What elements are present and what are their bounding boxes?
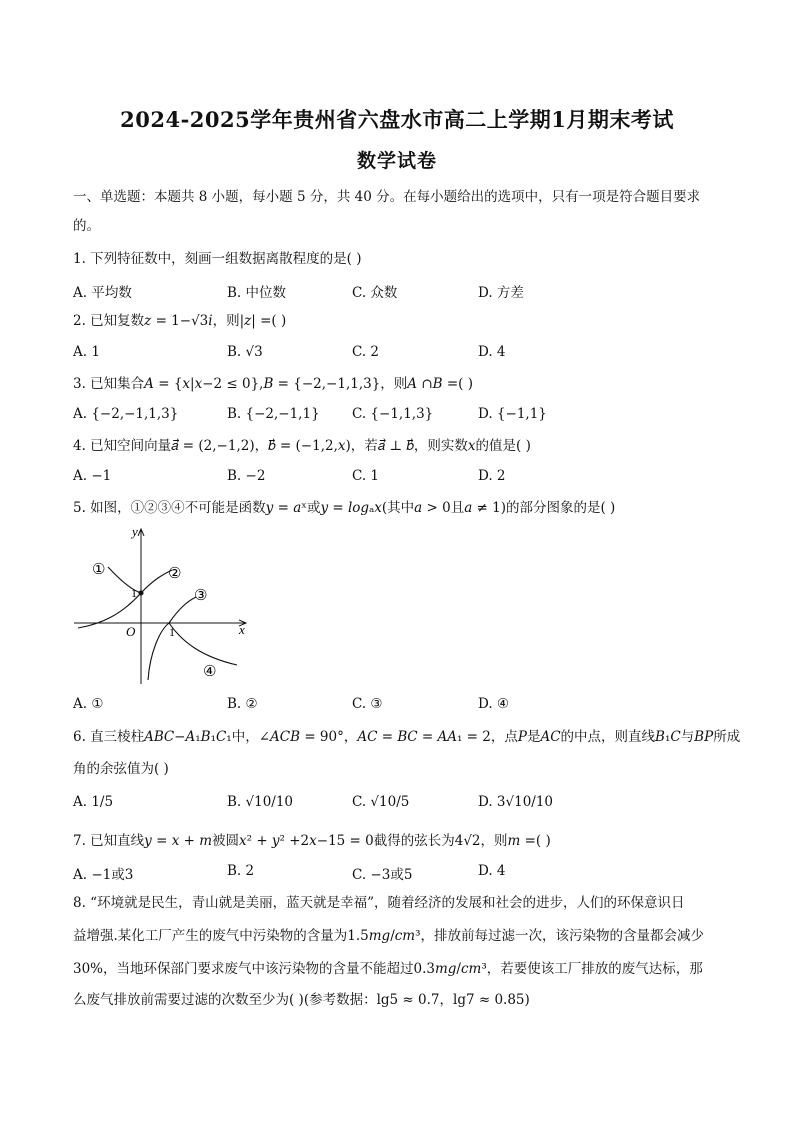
option-a: A. −1: [73, 468, 112, 484]
option-a: A. 1/5: [73, 794, 114, 810]
question-2-stem: 2. 已知复数𝑧 = 1−√3𝑖，则|𝑧| =( ): [73, 313, 287, 329]
exam-subtitle: 数学试卷: [356, 150, 437, 172]
section-instruction: 一、单选题：本题共 8 小题，每小题 5 分，共 40 分。在每小题给出的选项中，只有一项是符合题目要求: [73, 189, 701, 205]
option-b: B. ②: [227, 696, 258, 712]
option-c: C. −3或5: [352, 867, 413, 883]
option-b: B. 中位数: [227, 285, 287, 301]
option-a: A. ①: [73, 696, 104, 712]
curve-label-4: ④: [203, 662, 217, 680]
curve-4: [169, 623, 237, 665]
option-c: C. ③: [352, 696, 383, 712]
origin-label: O: [126, 624, 136, 639]
question-6-stem-cont: 角的余弦值为( ): [73, 761, 169, 777]
option-c: C. √10/5: [352, 794, 410, 810]
option-d: D. 4: [478, 344, 506, 360]
option-b: B. {−2,−1,1}: [227, 406, 320, 422]
option-d: D. ④: [478, 696, 510, 712]
section-instruction-cont: 的。: [73, 218, 100, 234]
y-tick-1: 1: [131, 586, 137, 600]
option-d: D. 方差: [478, 285, 524, 301]
option-a: A. {−2,−1,1,3}: [73, 406, 179, 422]
curve-label-2: ②: [168, 564, 182, 582]
question-7-stem: 7. 已知直线𝑦 = 𝑥 + 𝑚被圆𝑥² + 𝑦² +2𝑥−15 = 0截得的弦长为4√2，则𝑚 =( ): [73, 833, 551, 849]
option-b: B. 2: [227, 863, 255, 879]
curve-label-3: ③: [194, 586, 208, 604]
option-c: C. {−1,1,3}: [352, 406, 434, 422]
question-8-stem-cont: 30%，当地环保部门要求废气中该污染物的含量不能超过0.3𝑚𝑔/𝑐𝑚³，若要使该工厂排放的废气达标，那: [73, 961, 703, 977]
option-d: D. 4: [478, 863, 506, 879]
x-tick-1: 1: [169, 625, 175, 639]
option-b: B. √10/10: [227, 794, 294, 810]
question-3-stem: 3. 已知集合𝐴 = {𝑥|𝑥−2 ≤ 0},𝐵 = {−2,−1,1,3}，则𝐴 ∩𝐵 =( ): [73, 376, 473, 392]
option-d: D. 3√10/10: [478, 794, 554, 810]
question-8-stem: 8. “环境就是民生，青山就是美丽，蓝天就是幸福”，随着经济的发展和社会的进步，人们的环保意识日: [73, 895, 685, 911]
question-4-stem: 4. 已知空间向量𝑎⃗ = (2,−1,2)，𝑏⃗ = (−1,2,𝑥)，若𝑎⃗ ⊥ 𝑏⃗，则实数𝑥的值是( ): [73, 438, 531, 454]
x-axis-label: x: [239, 622, 245, 637]
question-8-stem-cont: 么废气排放前需要过滤的次数至少为( )(参考数据：lg5 ≈ 0.7，lg7 ≈ 0.85): [73, 992, 530, 1008]
option-a: A. 平均数: [73, 285, 132, 301]
point-0-1: [139, 591, 144, 596]
option-c: C. 众数: [352, 285, 398, 301]
option-b: B. √3: [227, 344, 263, 360]
curve-2: [78, 570, 172, 628]
y-axis-label: y: [132, 524, 138, 539]
option-c: C. 1: [352, 468, 380, 484]
option-a: A. 1: [73, 344, 100, 360]
option-d: D. 2: [478, 468, 506, 484]
option-c: C. 2: [352, 344, 380, 360]
curve-label-1: ①: [92, 560, 106, 578]
question-8-stem-cont: 益增强.某化工厂产生的废气中污染物的含量为1.5𝑚𝑔/𝑐𝑚³，排放前每过滤一次，该污染物的含量都会减少: [73, 928, 705, 944]
question-1-stem: 1. 下列特征数中，刻画一组数据离散程度的是( ): [73, 251, 362, 267]
function-graph-figure: [72, 522, 252, 687]
option-b: B. −2: [227, 468, 266, 484]
exam-title: 2024-2025学年贵州省六盘水市高二上学期1月期末考试: [120, 107, 674, 132]
option-d: D. {−1,1}: [478, 406, 547, 422]
question-6-stem: 6. 直三棱柱𝐴𝐵𝐶−𝐴₁𝐵₁𝐶₁中，∠𝐴𝐶𝐵 = 90°，𝐴𝐶 = 𝐵𝐶 = 𝐴𝐴₁ = 2，点𝑃是𝐴𝐶的中点，则直线𝐵₁𝐶与𝐵𝑃所成: [73, 729, 741, 745]
question-5-stem: 5. 如图，①②③④不可能是函数𝑦 = 𝑎ˣ或𝑦 = 𝑙𝑜𝑔ₐ𝑥(其中𝑎 > 0且𝑎 ≠ 1)的部分图象的是( ): [73, 500, 616, 516]
option-a: A. −1或3: [73, 867, 134, 883]
